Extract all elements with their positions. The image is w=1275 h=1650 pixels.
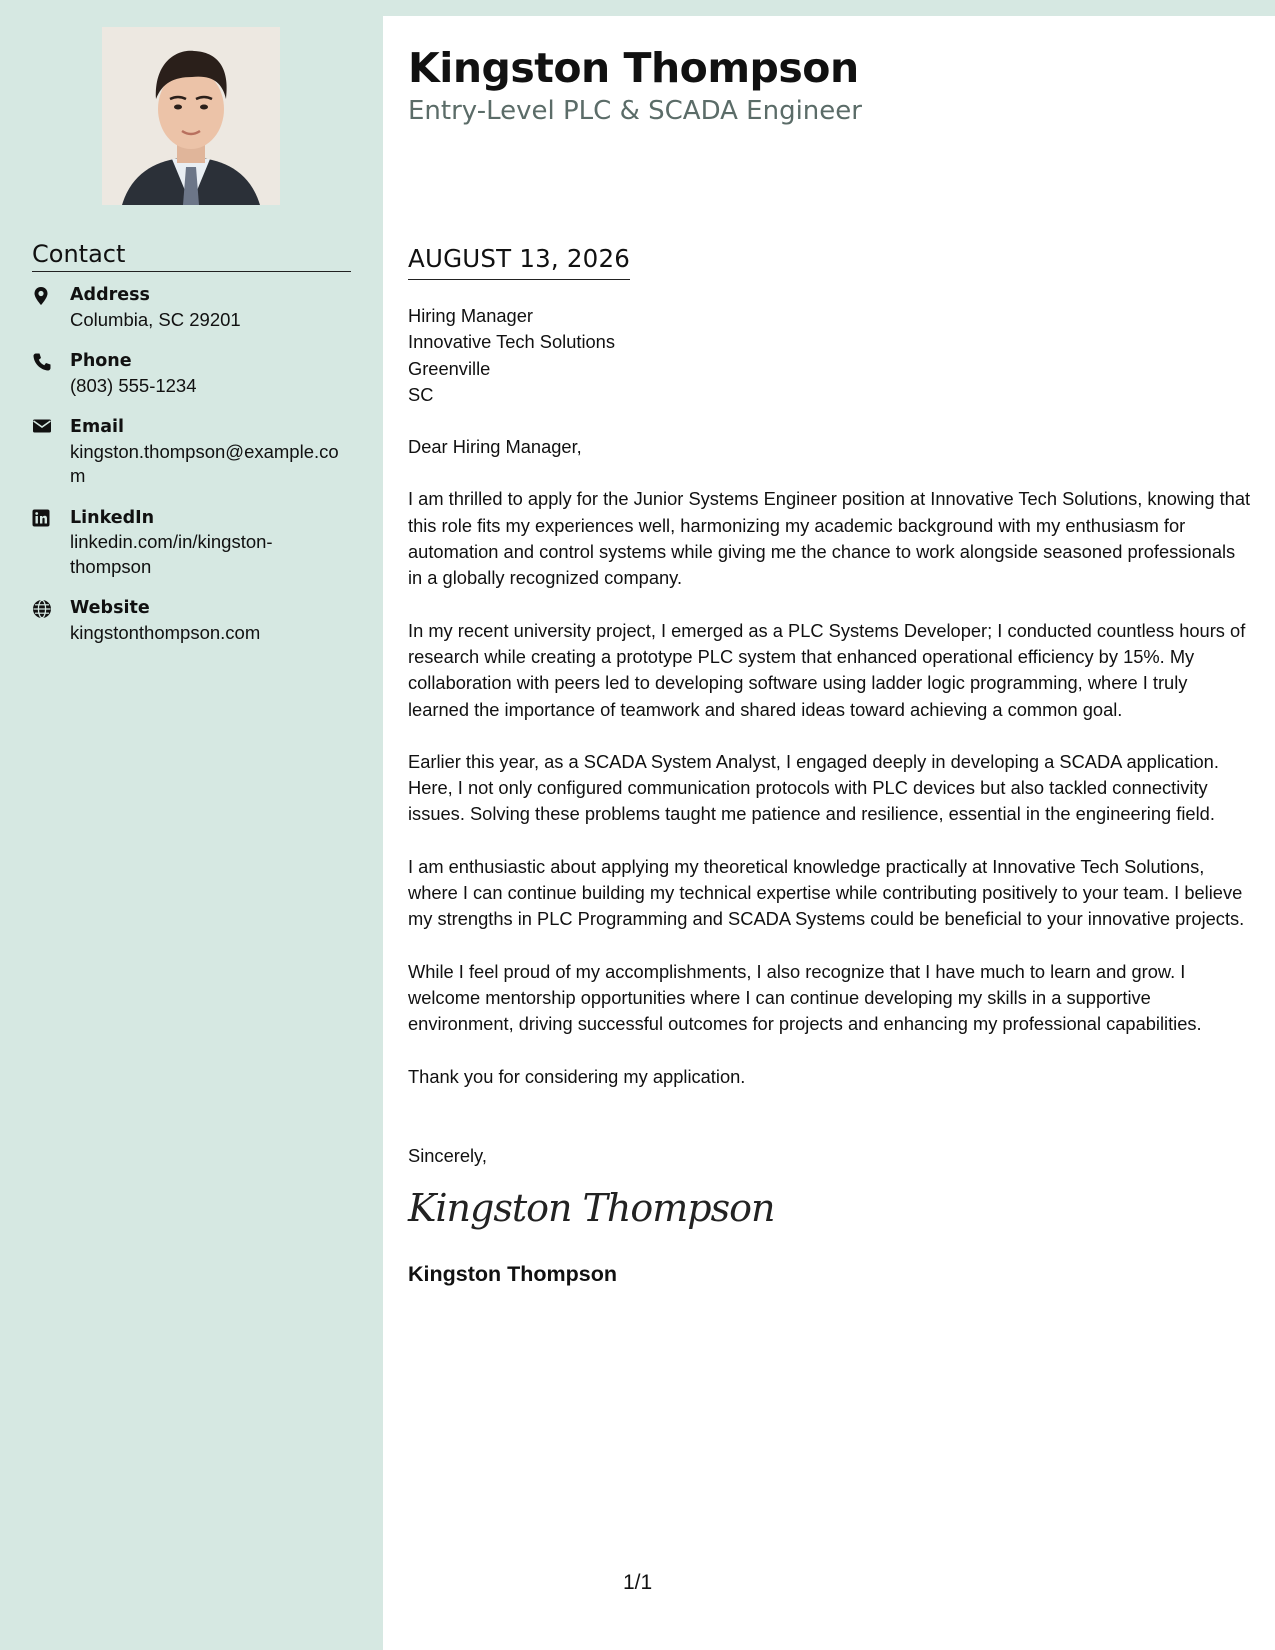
- letter-body: [408, 303, 1253, 1169]
- letter-date: AUGUST 13, 2026: [408, 244, 630, 280]
- contact-list: [32, 283, 352, 662]
- contact-linkedin: [32, 506, 352, 580]
- applicant-name: Kingston Thompson: [408, 44, 859, 92]
- contact-label: Website: [70, 598, 150, 618]
- recipient-line: Hiring Manager: [408, 305, 533, 326]
- signature: Kingston Thompson: [408, 1186, 775, 1230]
- contact-value[interactable]: linkedin.com/in/kingston-thompson: [70, 531, 273, 577]
- phone-icon: [32, 349, 70, 372]
- paragraph: I am enthusiastic about applying my theoretical knowledge practically at Innovative Tech Solutions, where I can continue building my technical expertise while contributing positively to your team. I believe my strengths in PLC Programming and SCADA Systems could be beneficial to your innovative projects.: [408, 855, 1245, 930]
- profile-photo: [102, 27, 280, 205]
- page-number: 1/1: [623, 1571, 653, 1594]
- paragraph: While I feel proud of my accomplishments, I also recognize that I have much to learn and grow. I welcome mentorship opportunities where I can continue developing my skills in a supportive environment, driving successful outcomes for projects and enhancing my professional capabilities.: [408, 960, 1202, 1035]
- paragraph: Earlier this year, as a SCADA System Analyst, I engaged deeply in developing a SCADA application. Here, I not only configured communication protocols with PLC devices but also tackled connectivity issues. Solving these problems taught me patience and resilience, essential in the engineering field.: [408, 750, 1219, 825]
- contact-heading: Contact: [32, 240, 351, 272]
- contact-label: LinkedIn: [70, 507, 155, 528]
- recipient-block: [408, 303, 1253, 408]
- letter-panel: [383, 16, 1275, 1650]
- paragraph: Thank you for considering my application.: [408, 1065, 746, 1087]
- contact-phone: [32, 349, 352, 398]
- linkedin-icon: [32, 506, 70, 527]
- recipient-line: Greenville: [408, 357, 491, 379]
- contact-value[interactable]: kingston.thompson@example.com: [70, 440, 339, 486]
- contact-email: [32, 415, 352, 489]
- contact-website: [32, 596, 352, 645]
- closing: Sincerely,: [408, 1144, 487, 1166]
- contact-value: Columbia, SC 29201: [70, 308, 241, 330]
- job-title: Entry-Level PLC & SCADA Engineer: [408, 96, 862, 126]
- salutation: Dear Hiring Manager,: [408, 436, 582, 458]
- globe-icon: [32, 596, 70, 619]
- contact-address: [32, 283, 352, 332]
- recipient-line: SC: [408, 383, 434, 405]
- signed-name: Kingston Thompson: [408, 1262, 617, 1286]
- paragraph: In my recent university project, I emerged as a PLC Systems Developer; I conducted countless hours of research while creating a prototype PLC system that enhanced operational efficiency by 15%. My collaboration with peers led to developing software using ladder logic programming, where I truly learned the importance of teamwork and shared ideas toward achieving a common goal.: [408, 619, 1246, 720]
- map-pin-icon: [32, 283, 70, 306]
- contact-label: Phone: [70, 351, 132, 371]
- contact-label: Address: [70, 285, 150, 305]
- envelope-icon: [32, 415, 70, 434]
- contact-value: (803) 555-1234: [70, 374, 197, 396]
- recipient-line: Innovative Tech Solutions: [408, 331, 615, 353]
- paragraph: I am thrilled to apply for the Junior Systems Engineer position at Innovative Tech Solutions, knowing that this role fits my experiences well, harmonizing my academic background with my enthusiasm for automation and control systems while giving me the chance to work alongside seasoned professionals in a globally recognized company.: [408, 488, 1251, 589]
- contact-value[interactable]: kingstonthompson.com: [70, 621, 261, 643]
- sidebar: [0, 0, 383, 1650]
- contact-label: Email: [70, 417, 124, 437]
